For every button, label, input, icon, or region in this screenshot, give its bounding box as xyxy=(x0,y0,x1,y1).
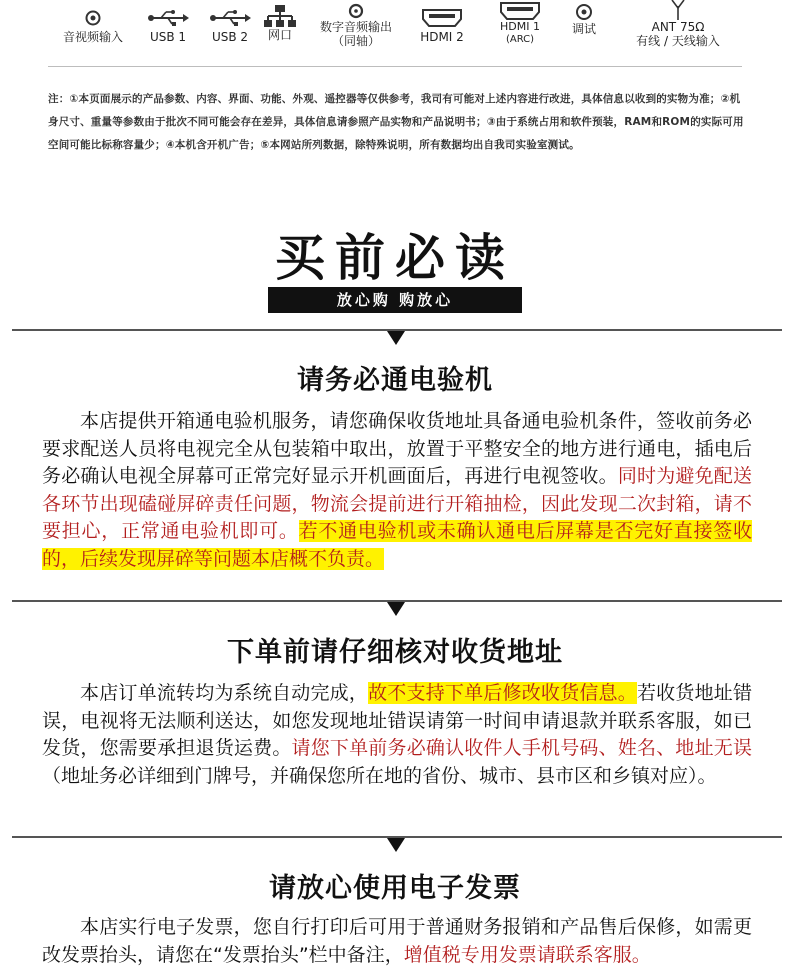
port-usb-2 xyxy=(206,8,254,44)
port-ethernet xyxy=(260,4,300,42)
down-arrow-icon xyxy=(387,331,405,345)
port-av-input xyxy=(52,8,134,44)
body-text: 本店订单流转均为系统自动完成， xyxy=(80,682,369,704)
debug-port-icon xyxy=(562,2,606,22)
highlighted-warning: 故不支持下单后修改收货信息。 xyxy=(368,682,637,704)
port-antenna xyxy=(616,0,740,48)
section-title-address-check: 下单前请仔细核对收货地址 xyxy=(227,637,563,668)
port-label: 网口 xyxy=(267,28,292,42)
port-label: USB 2 xyxy=(211,30,249,44)
section-body-e-invoice xyxy=(42,914,752,969)
coaxial-icon xyxy=(312,2,400,20)
port-strip xyxy=(0,0,790,62)
down-arrow-icon xyxy=(387,838,405,852)
av-input-icon xyxy=(52,8,134,30)
port-hdmi-2 xyxy=(412,8,472,44)
body-text: 若收货地址错误，电视将无法顺利送达，如您发现地址错误请第一时间申请退款并联系客服，如已发货，您需要承担退货运费。 xyxy=(42,682,752,759)
section-title-power-test: 请务必通电验机 xyxy=(297,365,493,396)
page-subtitle-badge: 放心购 购放心 xyxy=(268,287,522,313)
body-text: （地址务必详细到门牌号，并确保您所在地的省份、城市、县市区和乡镇对应）。 xyxy=(42,764,717,787)
highlighted-warning: 若不通电验机或未确认通电后屏幕是否完好直接签收的，后续发现屏碎等问题本店概不负责。 xyxy=(42,520,752,570)
warning-text: 增值税专用发票请联系客服。 xyxy=(403,943,651,966)
port-sublabel: （同轴） xyxy=(331,34,380,48)
ethernet-icon xyxy=(260,4,300,28)
port-label: ANT 75Ω xyxy=(651,20,705,34)
disclaimer-note: 注：①本页面展示的产品参数、内容、界面、功能、外观、遥控器等仅供参考，我司有可能对上述内容进行改进，具体信息以收到的实物为准；②机身尺寸、重量等参数由于批次不同可能会存在差异，具体信息请参照产品实物和产品说明书；③由于系统占用和软件预装，RAM和ROM的实际可用空间可能比标称容量少；④本机含开机广告；⑤本网站所列数据，除特殊说明，所有数据均出自我司实验室测试。 xyxy=(48,93,744,151)
port-sublabel: 有线 / 天线输入 xyxy=(636,34,720,48)
body-text: 本店提供开箱通电验机服务，请您确保收货地址具备通电验机条件，签收前务必要求配送人员将电视完全从包装箱中取出，放置于平整安全的地方进行通电，插电后务必确认电视全屏幕可正常完好显示开机画面后，再进行电视签收。 xyxy=(42,410,752,487)
usb-icon xyxy=(144,8,192,30)
port-label: USB 1 xyxy=(149,30,187,44)
port-label: 数字音频输出 xyxy=(319,20,392,34)
warning-text: 请您下单前务必确认收件人手机号码、姓名、地址无误 xyxy=(291,737,752,759)
hdmi-icon xyxy=(490,2,550,20)
port-label: 调试 xyxy=(571,22,596,36)
body-text: 本店实行电子发票，您自行打印后可用于普通财务报销和产品售后保修，如需更改发票抬头，请您在“发票抬头”栏中备注， xyxy=(42,916,752,966)
hdmi-icon xyxy=(412,8,472,30)
warning-text: 同时为避免配送各环节出现磕碰屏碎责任问题，物流会提前进行开箱抽检，因此发现二次封箱，请不要担心，正常通电验机即可。 xyxy=(42,465,752,542)
section-body-address-check xyxy=(42,680,752,790)
section-title-e-invoice: 请放心使用电子发票 xyxy=(269,873,521,904)
port-label: HDMI 1 xyxy=(500,20,540,33)
port-debug xyxy=(562,2,606,36)
port-hdmi-1 xyxy=(490,2,550,46)
divider xyxy=(48,66,742,67)
down-arrow-icon xyxy=(387,602,405,616)
port-label: HDMI 2 xyxy=(420,30,464,44)
port-label: 音视频输入 xyxy=(62,30,123,44)
port-digital-audio xyxy=(312,2,400,48)
port-usb-1 xyxy=(144,8,192,44)
page-title: 买前必读 xyxy=(275,229,515,287)
port-sublabel: (ARC) xyxy=(505,34,535,45)
section-body-power-test xyxy=(42,408,752,573)
usb-icon xyxy=(206,8,254,30)
antenna-icon xyxy=(616,0,740,20)
